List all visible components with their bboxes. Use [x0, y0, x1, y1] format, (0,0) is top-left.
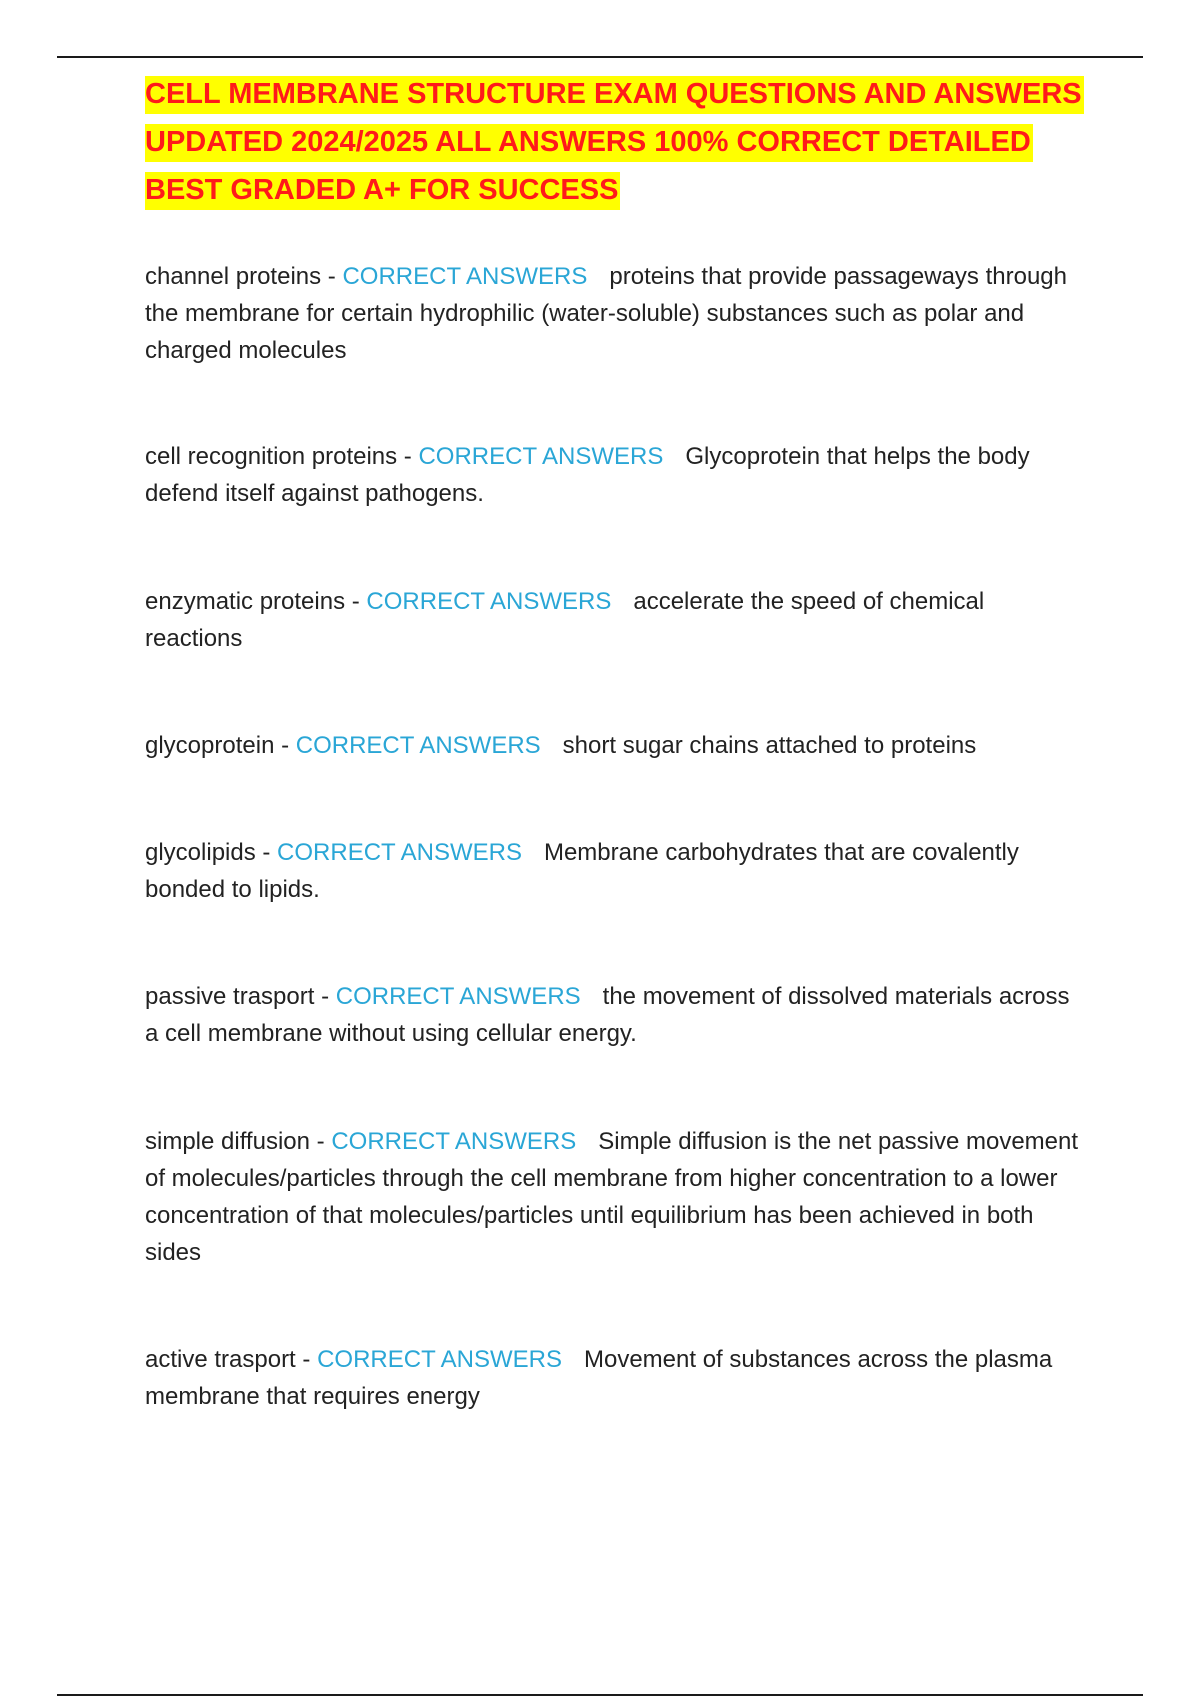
entry-glycoprotein: [145, 727, 1085, 764]
correct-answers-tag: CORRECT ANSWERS: [331, 1128, 577, 1155]
entry-definition: accelerate the speed of chemical reactions: [145, 588, 985, 652]
entry-term: passive trasport: [145, 983, 315, 1010]
correct-answers-tag: CORRECT ANSWERS: [277, 839, 522, 866]
entry-separator: -: [314, 983, 336, 1010]
entry-enzymatic-proteins: [145, 583, 1085, 657]
entry-definition: proteins that provide passageways through the membrane for certain hydrophilic (water-soluble) substances such as polar and charged molecules: [145, 263, 1067, 364]
bottom-rule: [57, 1694, 1143, 1696]
entry-term: channel proteins: [145, 263, 322, 290]
entry-channel-proteins: [145, 258, 1085, 369]
correct-answers-tag: CORRECT ANSWERS: [317, 1346, 562, 1373]
document-title: [145, 70, 1105, 214]
title-highlight: CELL MEMBRANE STRUCTURE EXAM QUESTIONS AND ANSWERS UPDATED 2024/2025 ALL ANSWERS 100% CORRECT DETAILED BEST GRADED A+ FOR SUCCESS: [145, 76, 1084, 210]
entry-separator: -: [274, 732, 296, 759]
entry-cell-recognition-proteins: [145, 438, 1085, 512]
correct-answers-tag: CORRECT ANSWERS: [342, 263, 588, 290]
entry-term: active trasport: [145, 1346, 296, 1373]
entry-definition: Membrane carbohydrates that are covalently bonded to lipids.: [145, 839, 1019, 903]
correct-answers-tag: CORRECT ANSWERS: [418, 443, 664, 470]
entry-separator: -: [321, 263, 343, 290]
entry-definition: Movement of substances across the plasma membrane that requires energy: [145, 1346, 1053, 1410]
entry-glycolipids: [145, 834, 1085, 908]
entry-term: glycoprotein: [145, 732, 275, 759]
entry-definition: Glycoprotein that helps the body defend itself against pathogens.: [145, 443, 1030, 507]
entry-passive-trasport: [145, 978, 1085, 1052]
entry-separator: -: [295, 1346, 318, 1373]
entry-term: glycolipids: [145, 839, 256, 866]
entry-definition: short sugar chains attached to proteins: [562, 732, 977, 759]
entry-separator: -: [309, 1128, 332, 1155]
entry-definition: the movement of dissolved materials across a cell membrane without using cellular energy.: [145, 983, 1070, 1047]
top-rule: [57, 56, 1143, 58]
entry-separator: -: [397, 443, 419, 470]
correct-answers-tag: CORRECT ANSWERS: [366, 588, 612, 615]
entry-separator: -: [345, 588, 367, 615]
correct-answers-tag: CORRECT ANSWERS: [335, 983, 581, 1010]
entry-term: enzymatic proteins: [145, 588, 346, 615]
entry-term: simple diffusion: [145, 1128, 310, 1155]
entry-active-trasport: [145, 1341, 1085, 1415]
entry-separator: -: [255, 839, 278, 866]
entry-simple-diffusion: [145, 1123, 1085, 1271]
entry-term: cell recognition proteins: [145, 443, 398, 470]
entry-definition: Simple diffusion is the net passive movement of molecules/particles through the cell membrane from higher concentration to a lower concentration of that molecules/particles until equilibrium has been achieved in both sides: [145, 1128, 1079, 1266]
correct-answers-tag: CORRECT ANSWERS: [295, 732, 541, 759]
